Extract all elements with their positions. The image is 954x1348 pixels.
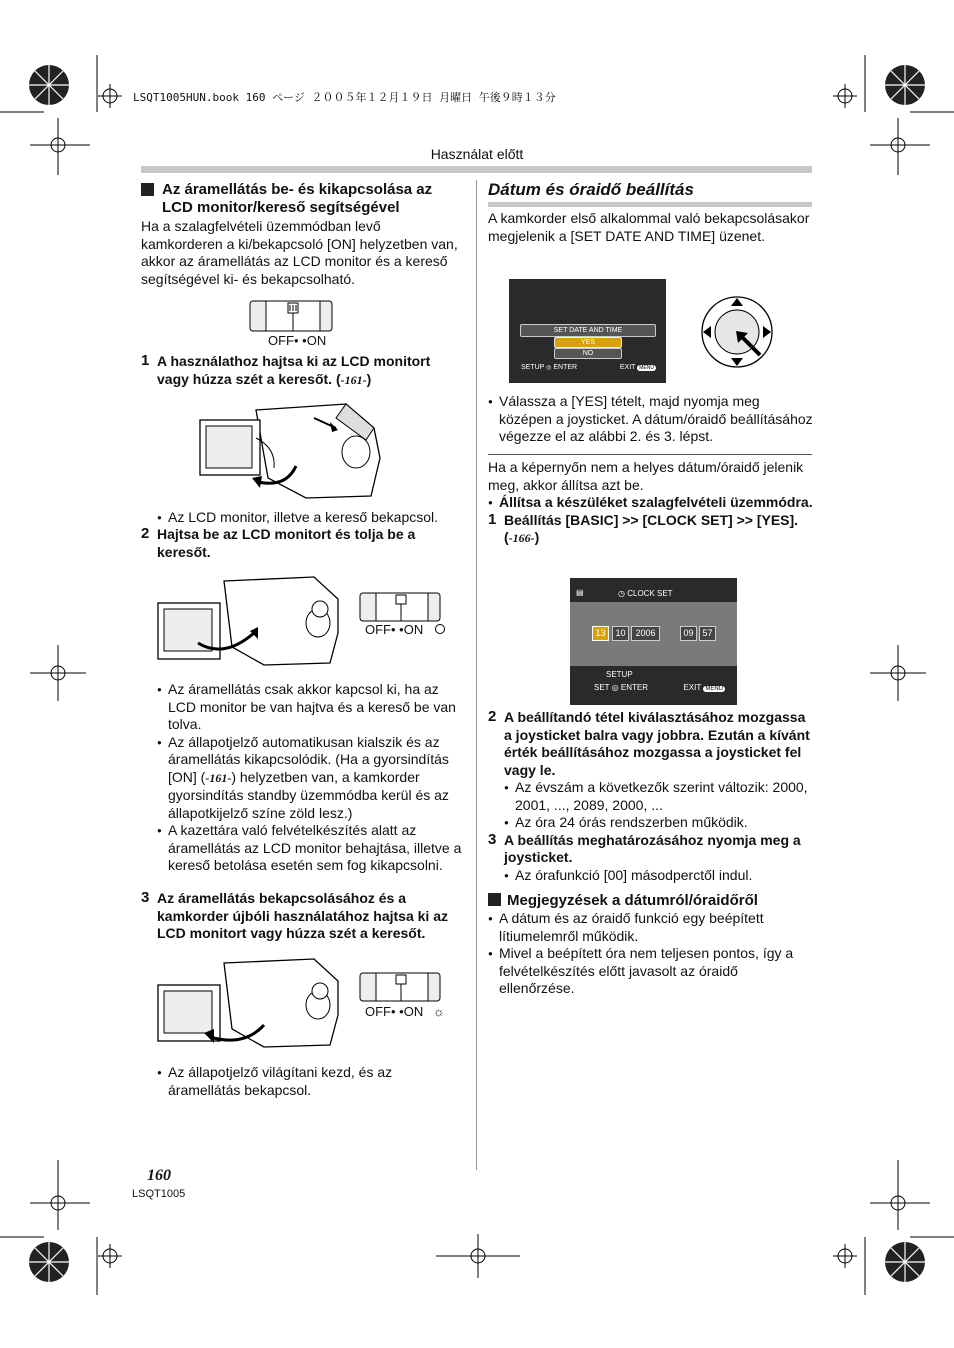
- right-bullet1: ● Válassza a [YES] tételt, majd nyomja meg középen a joysticket. A dátum/óraidő beállításához végezze el az alábbi 2. és 3. lépst.: [488, 393, 813, 446]
- right-para2: Ha a képernyőn nem a helyes dátum/óraidő jelenik meg, akkor állítsa azt be. ● Állítsa a készüléket szalagfelvételi üzemmódra. 1 Beállítás [BASIC] >> [CLOCK SET] >> [YES]. (-166-): [488, 459, 813, 548]
- month-field[interactable]: 10: [612, 626, 629, 641]
- lcd-footer-left: SET ◎ ENTER: [594, 683, 648, 692]
- left-step2-bullets: ● Az áramellátás csak akkor kapcsol ki, ha az LCD monitor be van hajtva és a kereső be van tolva. ● Az állapotjelző automatikusan kialszik és az áramellátás kikapcsolódik. (Ha a gyorsindítás [ON] (-161-) helyzetben van, a kamkorder gyorsindítás standby üzemmódba kerül és az állapotkijelző színe zöld lesz.) ● A kazettára való felvételkészítés alatt az áramellátás az LCD monitor behajtása, illetve a kereső betolása esetén sem fog kikapcsolni.: [157, 681, 467, 875]
- square-bullet-icon: [141, 183, 154, 196]
- document-code: LSQT1005: [132, 1188, 186, 1200]
- column-divider: [476, 180, 477, 1170]
- section-label: Használat előtt: [430, 146, 524, 162]
- left-step2: 2 Hajtsa be az LCD monitort és tolja be a keresőt.: [141, 525, 416, 560]
- indicator-off-icon: [435, 624, 445, 634]
- switch-labels: OFF• •ON ☼: [365, 1004, 445, 1019]
- lcd-footer-right: EXIT MENU: [619, 364, 654, 371]
- lcd-footer-right: EXIT MENU: [683, 683, 723, 692]
- joystick-small-icon: ◎: [546, 365, 552, 371]
- power-switch-illustration: [358, 590, 444, 626]
- camcorder-close-illustration: [154, 573, 344, 669]
- camcorder-open-illustration: [196, 398, 388, 502]
- camcorder-open-illustration: [154, 955, 344, 1051]
- clock-set-title: ◷ CLOCK SET: [618, 589, 673, 598]
- title-underline: [488, 202, 812, 207]
- hour-field[interactable]: 09: [680, 626, 697, 641]
- indicator-lit-icon: ☼: [432, 1004, 445, 1019]
- left-step3-bullet: ● Az állapotjelző világítani kezd, és az áramellátás bekapcsol.: [157, 1064, 467, 1099]
- lcd-footer-left: SETUP ◎ ENTER: [521, 364, 578, 371]
- left-step3: 3 Az áramellátás bekapcsolásához és a kamkorder újbóli használatához hajtsa ki az LCD monitort vagy húzza szét a keresőt.: [141, 889, 448, 941]
- page-number: 160: [147, 1167, 171, 1184]
- left-column: [141, 181, 466, 288]
- no-option[interactable]: NO: [554, 348, 622, 359]
- notes-section: Megjegyzések a dátumról/óraidőről ● A dátum és az óraidő funkció egy beépített lítiumelemről működik. ● Mivel a beépített óra nem teljesen pontos, így a felvételkészítés előtt javasolt az óraidő ellenőrzése.: [488, 892, 813, 998]
- header-bar: [141, 166, 812, 173]
- switch-labels: OFF• •ON: [365, 622, 445, 637]
- right-steps: 2 A beállítandó tétel kiválasztásához mozgassa a joysticket balra vagy jobbra. Ezután a kívánt érték beállításához mozgassa a joysticket fel vagy le. ● Az évszám a következők szerint változik: 2000, 2001, ..., 2089, 2000, ... ● Az óra 24 órás rendszerben működik. 3 A beállítás meghatározásához nyomja meg a joysticket. ● Az órafunkció [00] másodperctől indul.: [488, 709, 813, 884]
- right-divider: [488, 454, 812, 455]
- left-step1: 1 A használathoz hajtsa ki az LCD monitort vagy húzza szét a keresőt. (-161-): [141, 352, 431, 387]
- left-step1-bullet: ● Az LCD monitor, illetve a kereső bekapcsol.: [157, 509, 467, 527]
- joystick-icon: [700, 295, 775, 370]
- set-date-banner: SET DATE AND TIME: [520, 324, 656, 337]
- day-field[interactable]: 13: [592, 626, 609, 641]
- switch-labels: OFF• •ON: [268, 333, 327, 348]
- clock-icon: ◷: [618, 589, 625, 598]
- minute-field[interactable]: 57: [699, 626, 716, 641]
- lcd-screen-set-date: [509, 279, 666, 383]
- print-header: LSQT1005HUN.book 160 ページ ２００５年１２月１９日 月曜日 午後９時１３分: [133, 91, 556, 104]
- right-title: Dátum és óraidő beállítás: [488, 180, 694, 199]
- square-bullet-icon: [488, 893, 501, 906]
- setup-label: SETUP: [606, 670, 633, 679]
- notes-heading: Megjegyzések a dátumról/óraidőről: [488, 892, 813, 910]
- yes-option[interactable]: YES: [554, 337, 622, 348]
- right-column: [488, 179, 812, 245]
- left-heading: Az áramellátás be- és kikapcsolása az LCD monitor/kereső segítségével: [141, 181, 466, 217]
- joystick-small-icon: ◎: [611, 683, 619, 692]
- clock-fields: [578, 625, 728, 641]
- left-intro: Ha a szalagfelvételi üzemmódban levő kamkorderen a ki/bekapcsoló [ON] helyzetben van, akkor az áramellátás az LCD monitor és a kereső segítségével ki- és bekapcsolható.: [141, 218, 458, 287]
- tape-icon: ▤: [576, 588, 584, 597]
- year-field[interactable]: 2006: [631, 626, 660, 641]
- lcd-screen-clock-set: [570, 578, 737, 705]
- right-intro: A kamkorder első alkalommal való bekapcsolásakor megjelenik a [SET DATE AND TIME] üzenet.: [488, 210, 810, 244]
- power-switch-illustration: [358, 970, 444, 1006]
